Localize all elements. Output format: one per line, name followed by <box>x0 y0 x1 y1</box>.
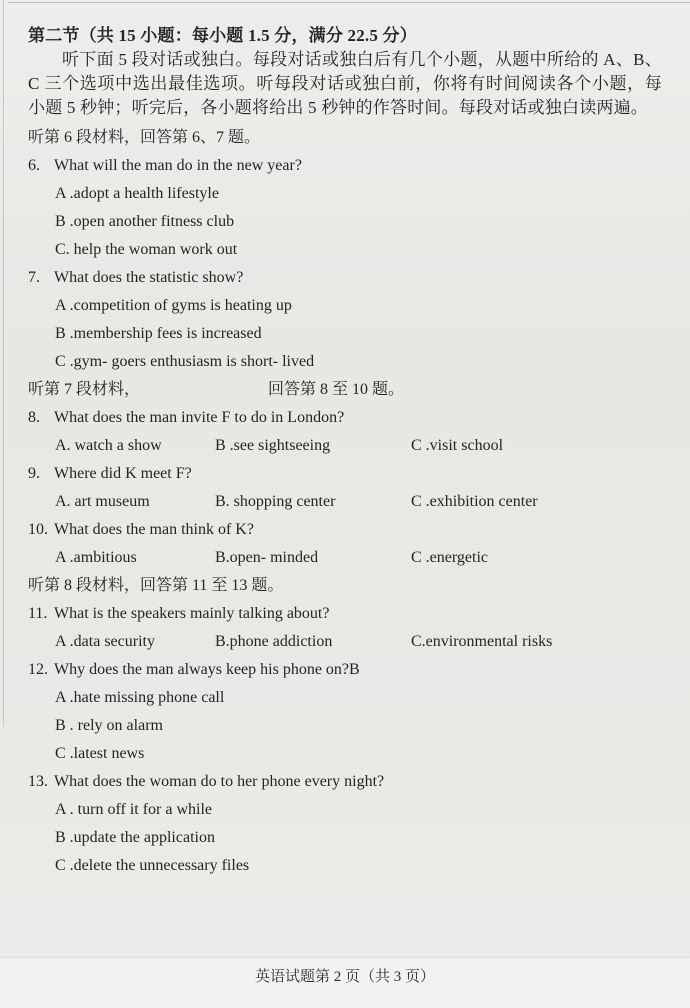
material-header-8: 听第 8 段材料，回答第 11 至 13 题。 <box>28 577 284 594</box>
instructions-paragraph: 听下面 5 段对话或独白。每段对话或独白后有几个小题，从题中所给的 A、B、C 三个选项中选出最佳选项。听每段对话或独白前，你将有时间阅读各个小题，每小题 5 秒钟；听完后，各小题将给出 5 秒钟的作答时间。每段对话或独白读两遍。 <box>28 50 662 117</box>
question-8-text <box>28 404 662 432</box>
material-header-7-left: 听第 7 段材料， <box>28 381 141 398</box>
question-9-option-a: A. art museum <box>55 493 150 510</box>
question-8-option-c: C .visit school <box>411 437 504 454</box>
question-12-option-a: A .hate missing phone call <box>55 689 225 706</box>
question-text: What does the man invite F to do in London? <box>54 409 345 426</box>
question-text: Where did K meet F? <box>54 465 192 482</box>
question-text: What does the man think of K? <box>54 521 254 538</box>
question-9-option-b: B. shopping center <box>215 493 336 510</box>
question-6-option-a: A .adopt a health lifestyle <box>55 185 219 202</box>
question-11-options <box>28 628 662 656</box>
question-13-option-b: B .update the application <box>55 829 215 846</box>
material-header-7 <box>28 376 662 404</box>
question-11-option-a: A .data security <box>55 633 155 650</box>
question-9-text <box>28 460 662 488</box>
question-10 <box>28 516 662 572</box>
question-13-text <box>28 768 662 796</box>
question-13-option-a: A . turn off it for a while <box>55 801 213 818</box>
question-11-option-b: B.phone addiction <box>215 633 333 650</box>
question-7-option-a: A .competition of gyms is heating up <box>55 297 292 314</box>
question-text: What is the speakers mainly talking about? <box>54 605 330 622</box>
question-8-options <box>28 432 662 460</box>
question-text: What will the man do in the new year? <box>54 157 302 174</box>
question-9-option-c: C .exhibition center <box>411 493 538 510</box>
question-11-option-c: C.environmental risks <box>411 633 553 650</box>
question-6-text <box>28 152 662 180</box>
question-text: What does the statistic show? <box>54 269 244 286</box>
question-7-text <box>28 264 662 292</box>
question-10-option-c: C .energetic <box>411 549 489 566</box>
question-number: 13. <box>28 773 48 790</box>
question-6-option-c: C. help the woman work out <box>55 241 238 258</box>
question-10-option-b: B.open- minded <box>215 549 319 566</box>
question-9-options <box>28 488 662 516</box>
question-12-option-b: B . rely on alarm <box>55 717 163 734</box>
question-9 <box>28 460 662 516</box>
question-number: 7. <box>28 269 40 286</box>
question-number: 6. <box>28 157 40 174</box>
question-11 <box>28 600 662 656</box>
page-footer-strip <box>0 957 690 1008</box>
material-header-6: 听第 6 段材料，回答第 6、7 题。 <box>28 129 261 146</box>
question-13 <box>28 768 662 880</box>
question-6-option-b: B .open another fitness club <box>55 213 235 230</box>
question-number: 9. <box>28 465 40 482</box>
question-text: Why does the man always keep his phone on?B <box>54 661 360 678</box>
question-12 <box>28 656 662 768</box>
question-number: 12. <box>28 661 48 678</box>
page-footer: 英语试题第 2 页（共 3 页） <box>254 969 435 985</box>
question-12-option-c: C .latest news <box>55 745 145 762</box>
question-number: 10. <box>28 521 48 538</box>
question-number: 8. <box>28 409 40 426</box>
question-10-options <box>28 544 662 572</box>
question-number: 11. <box>28 605 48 622</box>
question-12-text <box>28 656 662 684</box>
question-11-text <box>28 600 662 628</box>
question-text: What does the woman do to her phone every night? <box>54 773 385 790</box>
question-8-option-b: B .see sightseeing <box>215 437 331 454</box>
question-8-option-a: A. watch a show <box>55 437 162 454</box>
question-8 <box>28 404 662 460</box>
question-7 <box>28 264 662 376</box>
question-7-option-b: B .membership fees is increased <box>55 325 262 342</box>
question-10-text <box>28 516 662 544</box>
section-title: 第二节（共 15 小题：每小题 1.5 分，满分 22.5 分） <box>28 26 417 45</box>
question-10-option-a: A .ambitious <box>55 549 137 566</box>
question-7-option-c: C .gym- goers enthusiasm is short- lived <box>55 353 315 370</box>
question-13-option-c: C .delete the unnecessary files <box>55 857 250 874</box>
material-header-7-right: 回答第 8 至 10 题。 <box>268 381 405 398</box>
question-6 <box>28 152 662 264</box>
